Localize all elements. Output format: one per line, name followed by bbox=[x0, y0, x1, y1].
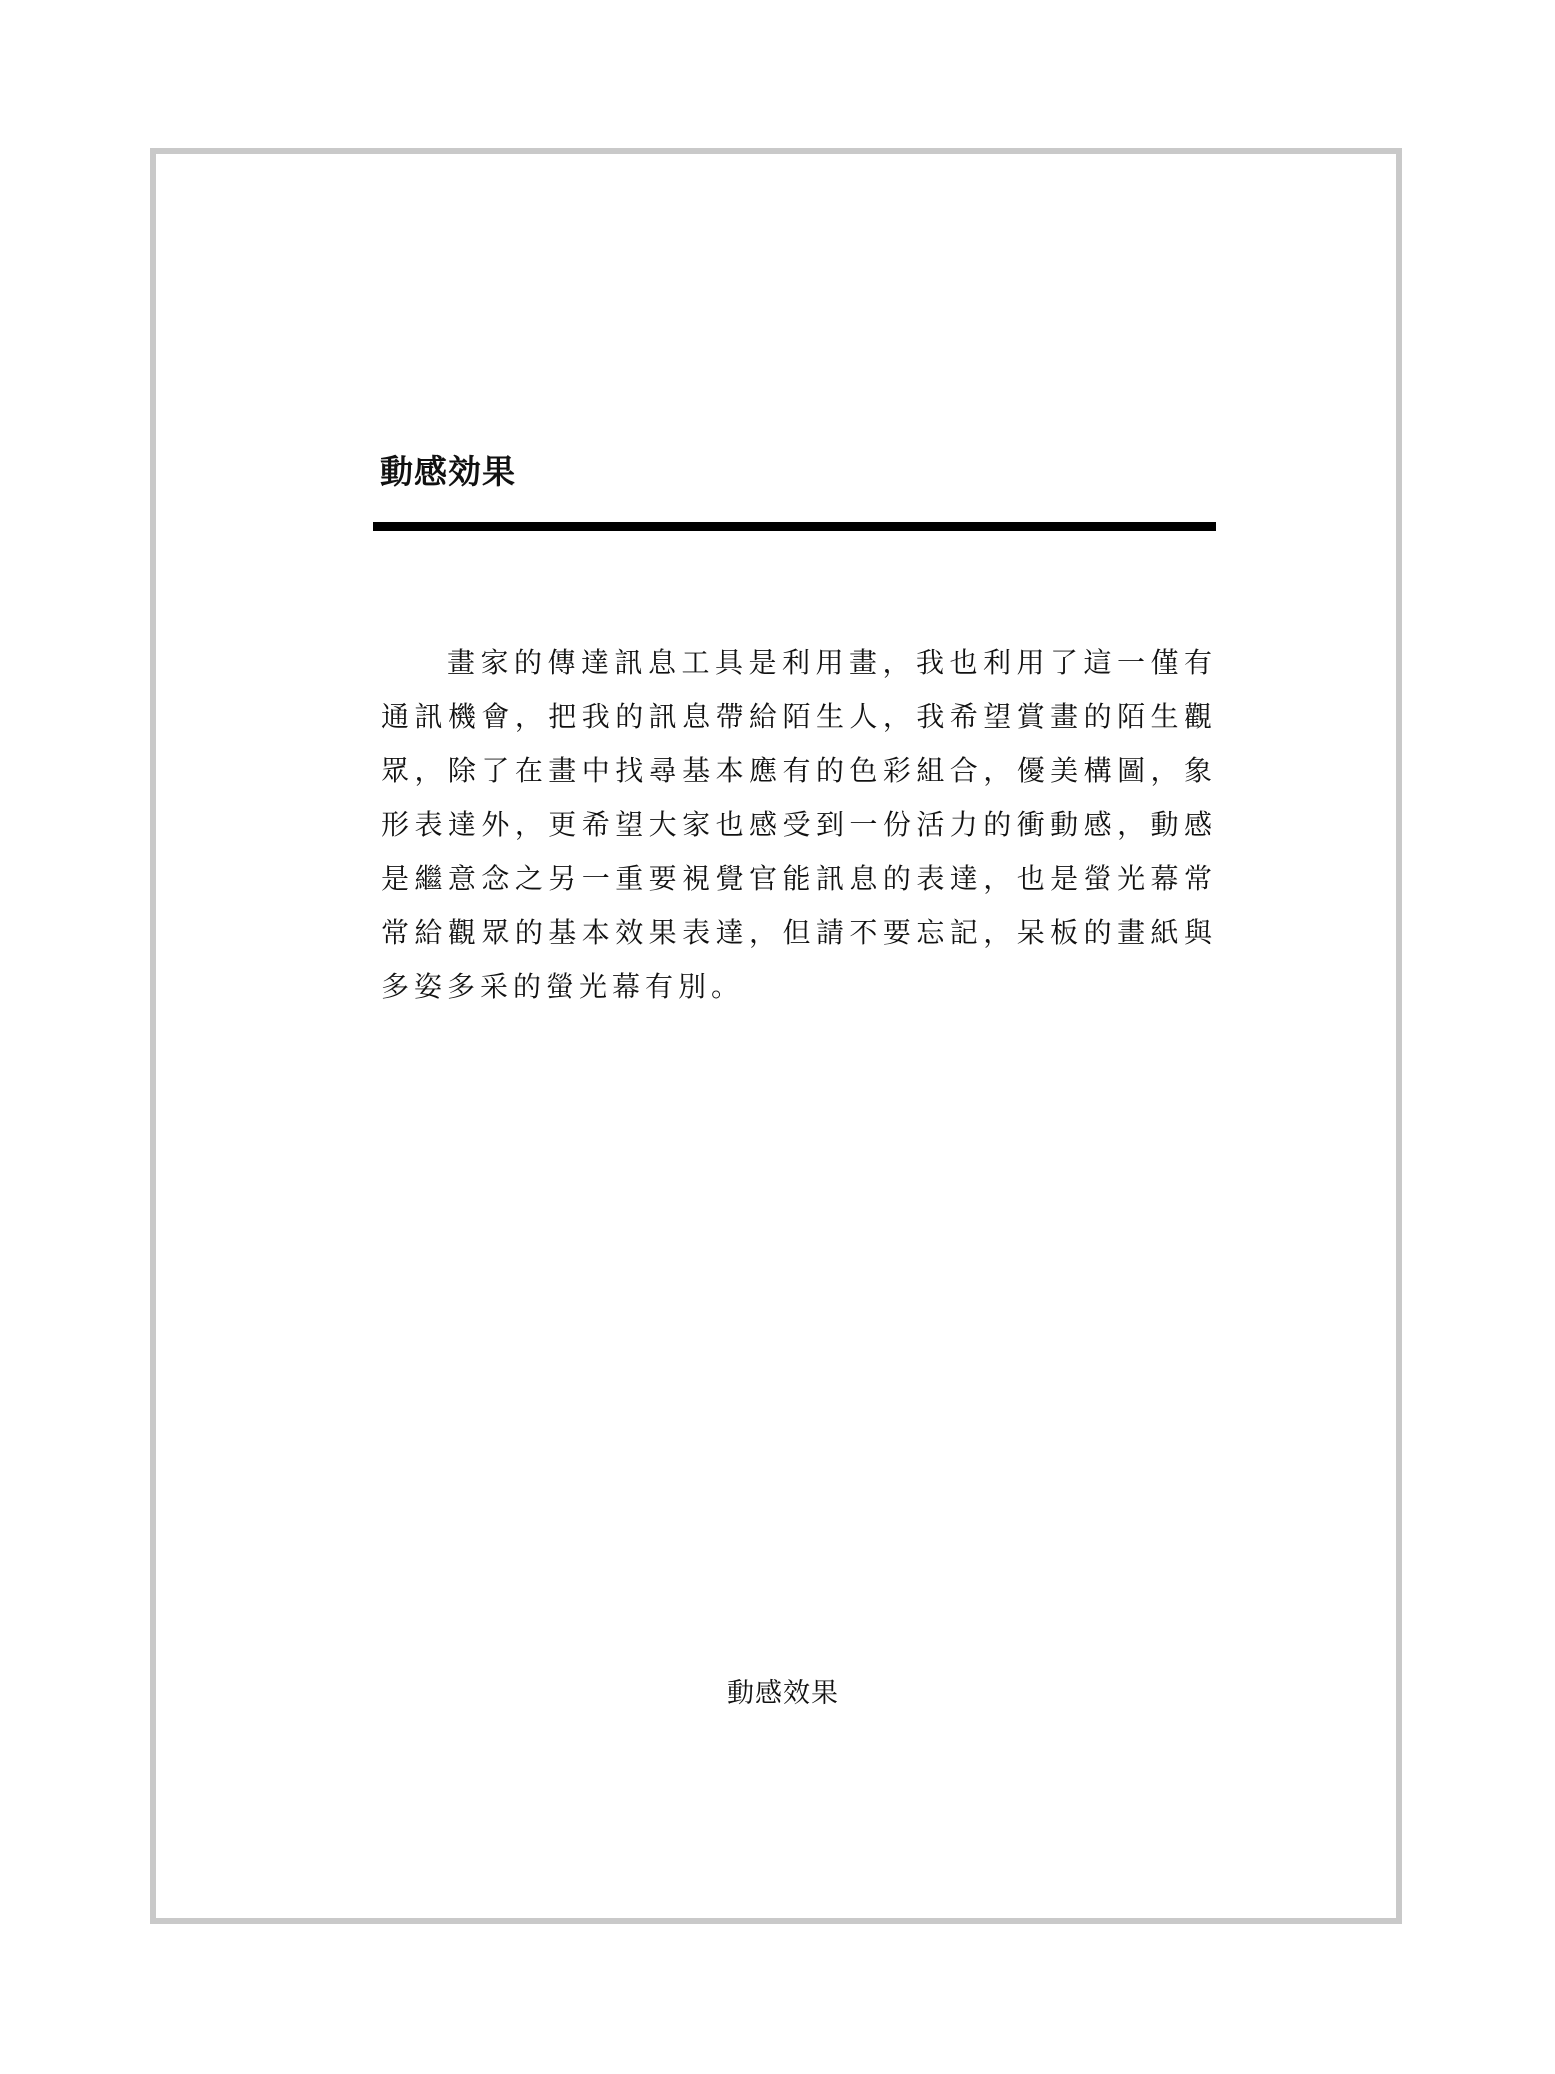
page-frame bbox=[150, 148, 1402, 1924]
title-underline-rule bbox=[373, 522, 1216, 531]
section-title: 動感効果 bbox=[380, 452, 516, 491]
body-paragraph: 畫家的傳達訊息工具是利用畫，我也利用了這一僅有通訊機會，把我的訊息帶給陌生人，我希望賞畫的陌生觀眾，除了在畫中找尋基本應有的色彩組合，優美構圖，象形表達外，更希望大家也感受到一份活力的衝動感，動感是繼意念之另一重要視覺官能訊息的表達，也是螢光幕常常給觀眾的基本效果表達，但請不要忘記，呆板的畫紙與多姿多采的螢光幕有別。 bbox=[381, 646, 1217, 1003]
page-footer-label: 動感效果 bbox=[727, 1678, 839, 1709]
